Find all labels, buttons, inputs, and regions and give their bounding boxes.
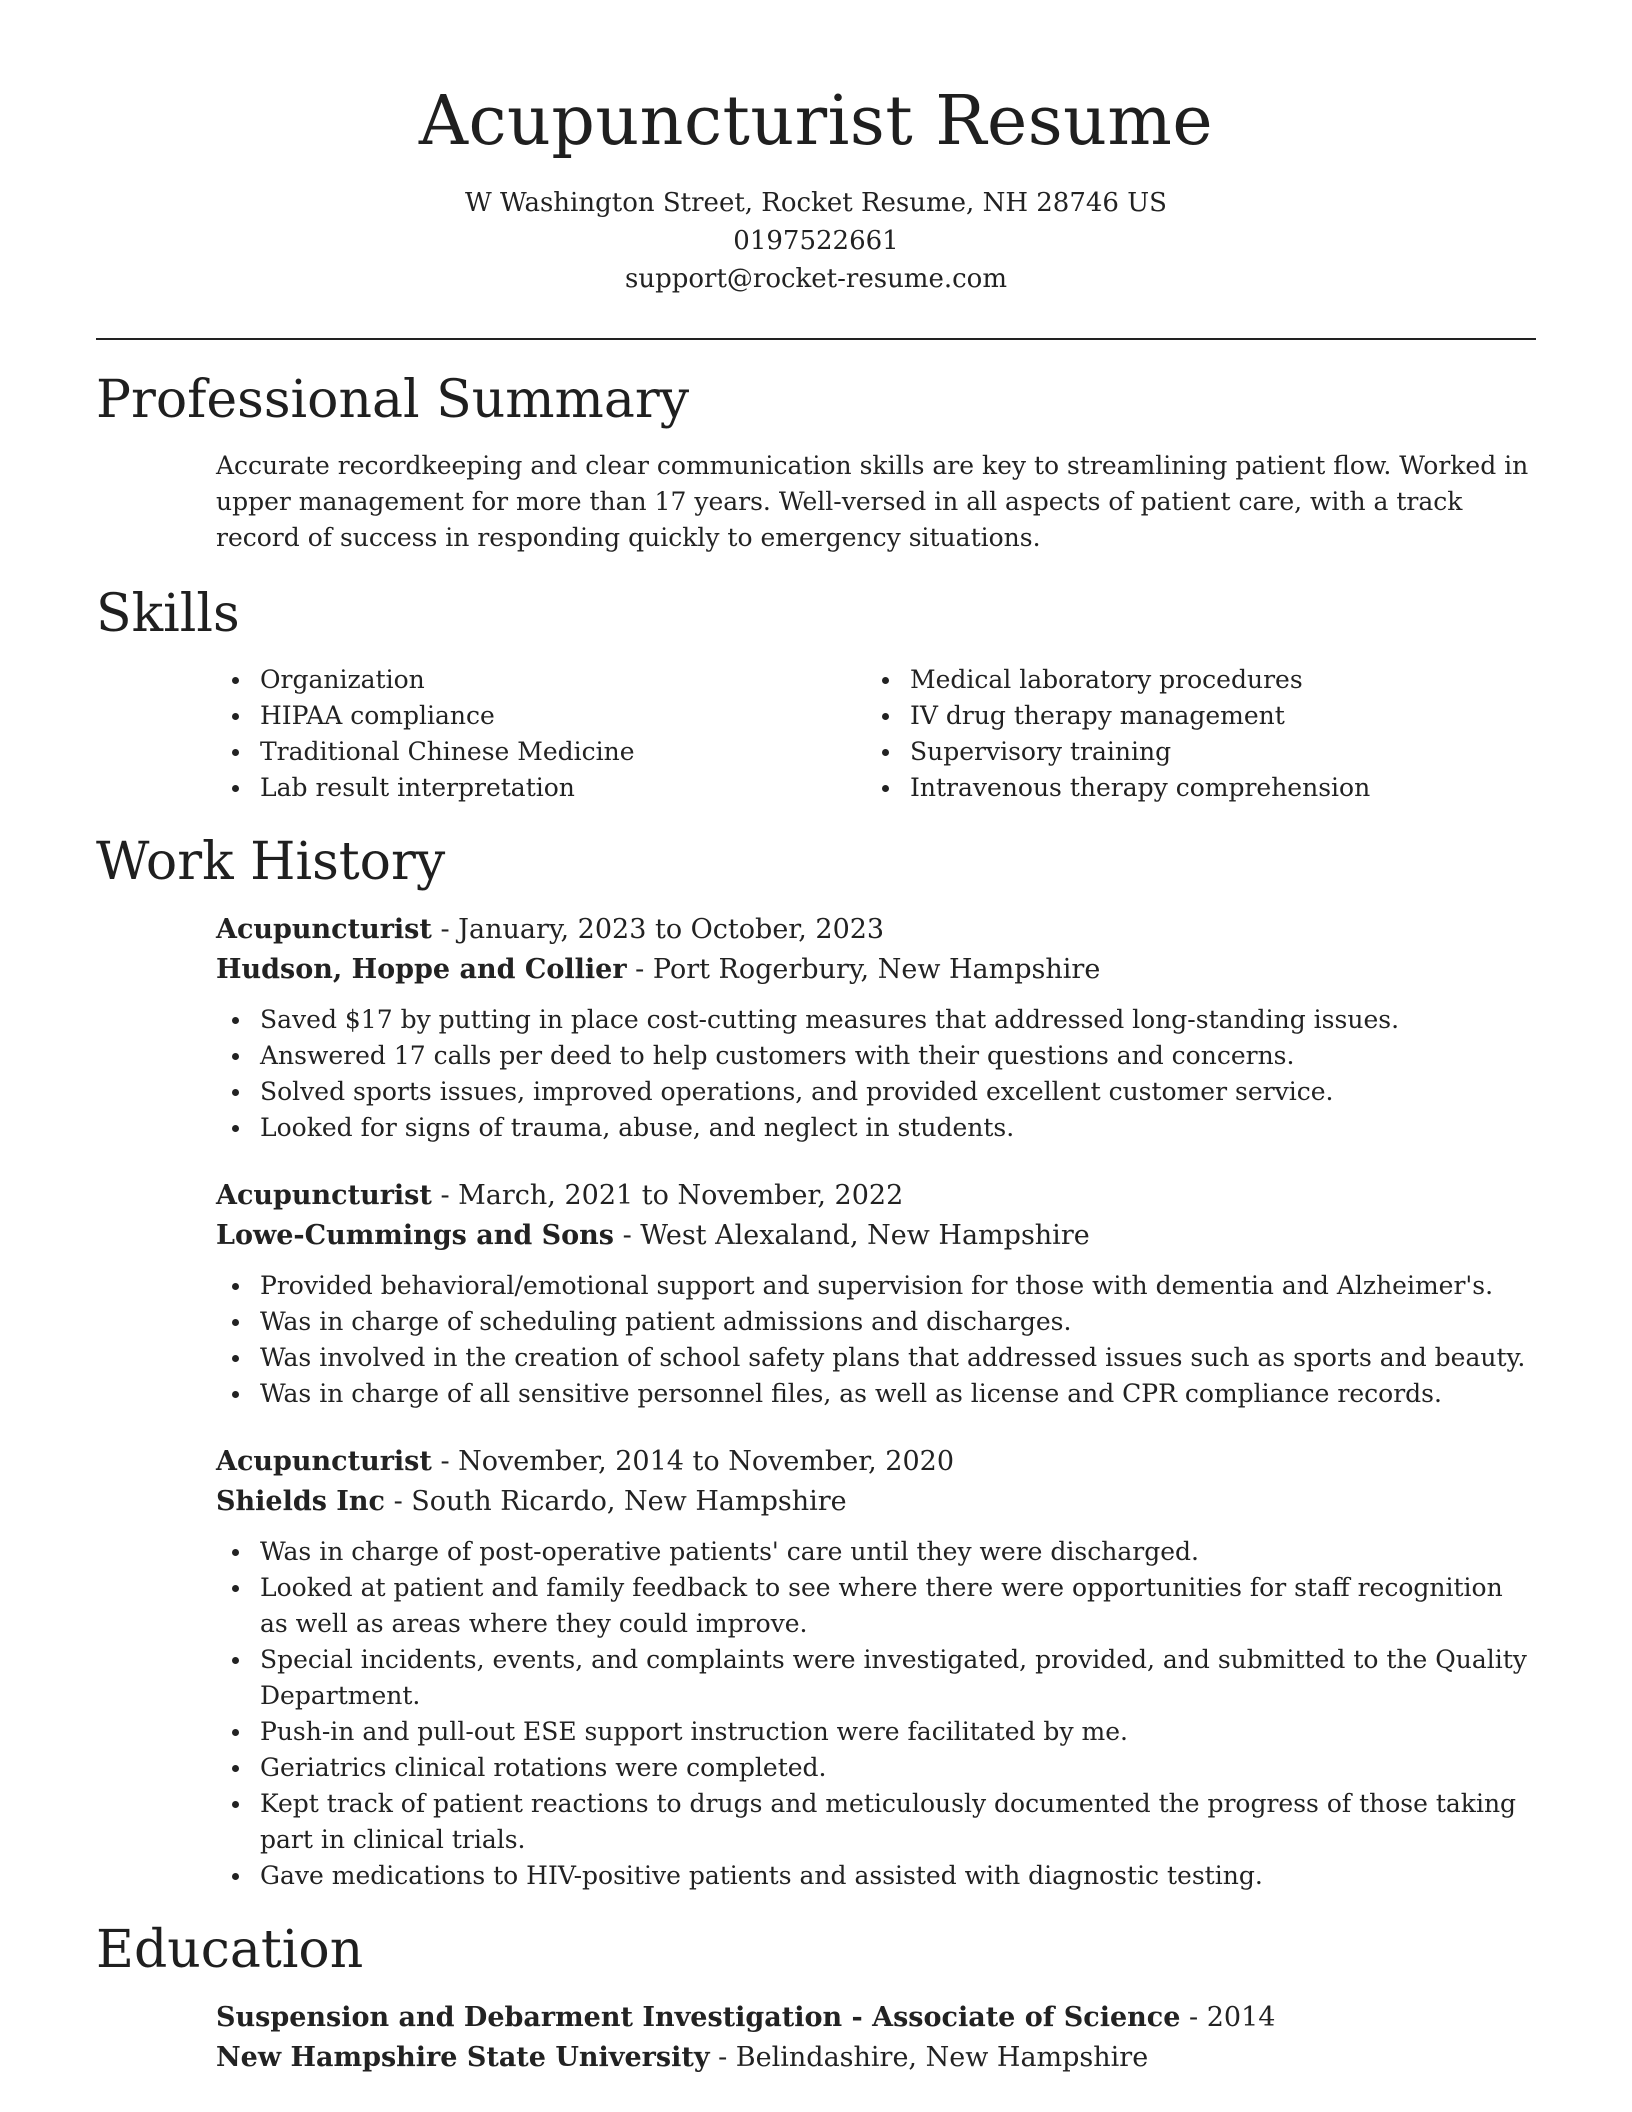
job-company: Hudson, Hoppe and Collier <box>216 954 627 985</box>
education-entry <box>96 1998 1536 2078</box>
education-school: New Hampshire State University <box>216 2042 710 2073</box>
job-title-line <box>216 1176 1536 1216</box>
resume-header <box>96 82 1536 298</box>
job-company: Shields Inc <box>216 1486 386 1517</box>
skills-column-right <box>866 662 1516 806</box>
phone: 0197522661 <box>733 226 899 256</box>
job-dates: - January, 2023 to October, 2023 <box>431 914 885 945</box>
work-history-heading: Work History <box>96 832 446 892</box>
job-bullet: Special incidents, events, and complaints were investigated, provided, and submitted to the Quality Department. <box>216 1642 1536 1714</box>
job-dates: - March, 2021 to November, 2022 <box>431 1180 904 1211</box>
skill-item: Medical laboratory procedures <box>866 662 1516 698</box>
skill-item: Intravenous therapy comprehension <box>866 770 1516 806</box>
job-bullets <box>216 1268 1536 1412</box>
header-divider <box>96 338 1536 340</box>
skill-item: Supervisory training <box>866 734 1516 770</box>
education-degree: - Associate of Science <box>842 2002 1181 2033</box>
skill-item: Organization <box>216 662 866 698</box>
education-year: - 2014 <box>1180 2002 1276 2033</box>
job-bullet: Was in charge of post-operative patients' care until they were discharged. <box>216 1534 1536 1570</box>
job-bullet: Provided behavioral/emotional support and supervision for those with dementia and Alzheimer's. <box>216 1268 1536 1304</box>
skill-item: HIPAA compliance <box>216 698 866 734</box>
job-bullet: Looked at patient and family feedback to see where there were opportunities for staff recognition as well as areas where they could improve. <box>216 1570 1536 1642</box>
email: support@rocket-resume.com <box>624 264 1007 294</box>
job-bullet: Looked for signs of trauma, abuse, and neglect in students. <box>216 1110 1536 1146</box>
job-entry <box>216 1442 1536 1894</box>
skills-list <box>96 662 1536 806</box>
job-bullet: Gave medications to HIV-positive patients and assisted with diagnostic testing. <box>216 1858 1536 1894</box>
job-company-line <box>216 1216 1536 1256</box>
skill-item: Traditional Chinese Medicine <box>216 734 866 770</box>
job-bullet: Push-in and pull-out ESE support instruction were facilitated by me. <box>216 1714 1536 1750</box>
job-company-line <box>216 950 1536 990</box>
job-company-line <box>216 1482 1536 1522</box>
skill-item: IV drug therapy management <box>866 698 1516 734</box>
job-dates: - November, 2014 to November, 2020 <box>431 1446 955 1477</box>
job-bullet: Was involved in the creation of school safety plans that addressed issues such as sports and beauty. <box>216 1340 1536 1376</box>
skills-column-left <box>216 662 866 806</box>
job-location: - Port Rogerbury, New Hampshire <box>626 954 1101 985</box>
address: W Washington Street, Rocket Resume, NH 28746 US <box>465 188 1167 218</box>
skills-heading: Skills <box>96 584 240 644</box>
work-history <box>96 910 1536 1894</box>
job-bullet: Kept track of patient reactions to drugs and meticulously documented the progress of those taking part in clinical trials. <box>216 1786 1536 1858</box>
job-bullet: Geriatrics clinical rotations were completed. <box>216 1750 1536 1786</box>
education-degree-line <box>216 1998 1536 2038</box>
job-location: - South Ricardo, New Hampshire <box>385 1486 847 1517</box>
resume-title: Acupuncturist Resume <box>418 82 1214 161</box>
summary-text: Accurate recordkeeping and clear communication skills are key to streamlining patient flow. Worked in upper management for more than 17 years. Well-versed in all aspects of patient care, with a track record of success in responding quickly to emergency situations. <box>216 451 1529 552</box>
job-bullets <box>216 1534 1536 1894</box>
job-role: Acupuncturist <box>216 1446 432 1477</box>
job-entry <box>216 1176 1536 1412</box>
job-entry <box>216 910 1536 1146</box>
job-bullet: Was in charge of scheduling patient admissions and discharges. <box>216 1304 1536 1340</box>
job-bullet: Solved sports issues, improved operations, and provided excellent customer service. <box>216 1074 1536 1110</box>
job-location: - West Alexaland, New Hampshire <box>614 1220 1090 1251</box>
education-school-line <box>216 2038 1536 2078</box>
education-heading: Education <box>96 1920 364 1980</box>
summary-heading: Professional Summary <box>96 370 690 430</box>
job-company: Lowe-Cummings and Sons <box>216 1220 614 1251</box>
job-role: Acupuncturist <box>216 1180 432 1211</box>
skill-item: Lab result interpretation <box>216 770 866 806</box>
job-title-line <box>216 1442 1536 1482</box>
job-bullet: Saved $17 by putting in place cost-cutting measures that addressed long-standing issues. <box>216 1002 1536 1038</box>
education-program: Suspension and Debarment Investigation <box>216 2002 843 2033</box>
job-role: Acupuncturist <box>216 914 432 945</box>
job-title-line <box>216 910 1536 950</box>
job-bullets <box>216 1002 1536 1146</box>
job-bullet: Was in charge of all sensitive personnel files, as well as license and CPR compliance records. <box>216 1376 1536 1412</box>
education-location: - Belindashire, New Hampshire <box>709 2042 1149 2073</box>
job-bullet: Answered 17 calls per deed to help customers with their questions and concerns. <box>216 1038 1536 1074</box>
